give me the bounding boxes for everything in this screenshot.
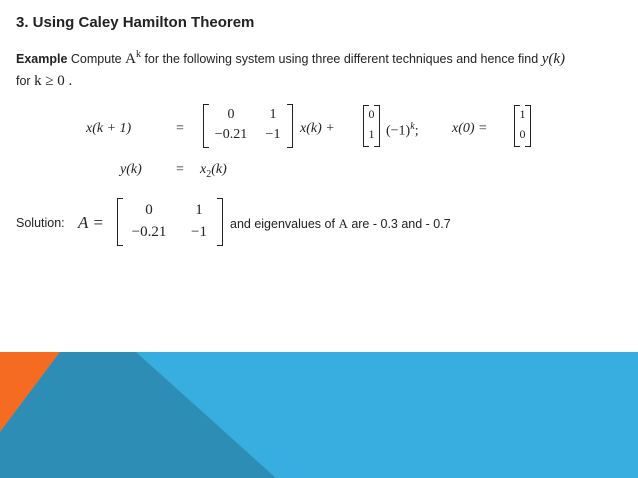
eq1-xk: x(k) +	[300, 121, 335, 136]
eq1-equals: =	[176, 121, 184, 136]
decorative-footer	[0, 352, 638, 478]
eq2-lhs: y(k)	[120, 162, 142, 177]
vector-cell: 0	[368, 107, 375, 121]
state-equations	[80, 104, 560, 184]
eq1-lhs: x(k + 1)	[86, 121, 132, 136]
solution-matrix	[117, 198, 223, 246]
example-condition: k ≥ 0 .	[34, 73, 73, 89]
matrix-bracket-right	[287, 104, 293, 148]
vector-bracket-right	[525, 105, 531, 147]
eq2-rhs: $x_2(k)$	[200, 162, 227, 180]
example-y-of-k: y(k)	[541, 51, 566, 67]
example-line2: for	[16, 74, 31, 88]
matrix-cell: 0	[227, 107, 235, 122]
solution-section	[16, 198, 636, 248]
example-paragraph	[16, 44, 626, 92]
vector-cell: 1	[519, 107, 526, 121]
matrix-cell: 1	[195, 202, 203, 218]
matrix-cell: 1	[269, 107, 277, 122]
example-A-exponent: k	[135, 49, 141, 60]
example-text-after: for the following system using three different techniques and hence find	[144, 52, 539, 66]
matrix-bracket-right	[217, 198, 223, 246]
vector-bracket-right	[374, 105, 380, 147]
initial-condition-lhs: x(0) =	[452, 121, 488, 136]
vector-cell: 1	[368, 127, 375, 141]
matrix-cell: −0.21	[131, 224, 167, 240]
vector-cell: 0	[519, 127, 526, 141]
matrix-cell: −0.21	[214, 127, 248, 142]
eq2-equals: =	[176, 162, 184, 177]
input-vector	[363, 105, 380, 147]
matrix-cell: 0	[145, 202, 153, 218]
system-matrix	[203, 104, 293, 148]
initial-vector	[514, 105, 531, 147]
example-lead: Example	[16, 52, 68, 66]
solution-label: Solution:	[16, 216, 65, 230]
slide-title: 3. Using Caley Hamilton Theorem	[16, 14, 255, 31]
solution-A-equals: A =	[78, 213, 104, 232]
eq1-forcing: $(-1)^k$;	[386, 121, 419, 139]
eigenvalue-text: and eigenvalues of A are - 0.3 and - 0.7	[230, 216, 451, 231]
matrix-cell: −1	[265, 127, 281, 142]
matrix-cell: −1	[191, 224, 207, 240]
example-A-symbol: $A^k$	[125, 49, 141, 67]
example-text-before: Compute	[70, 52, 122, 66]
